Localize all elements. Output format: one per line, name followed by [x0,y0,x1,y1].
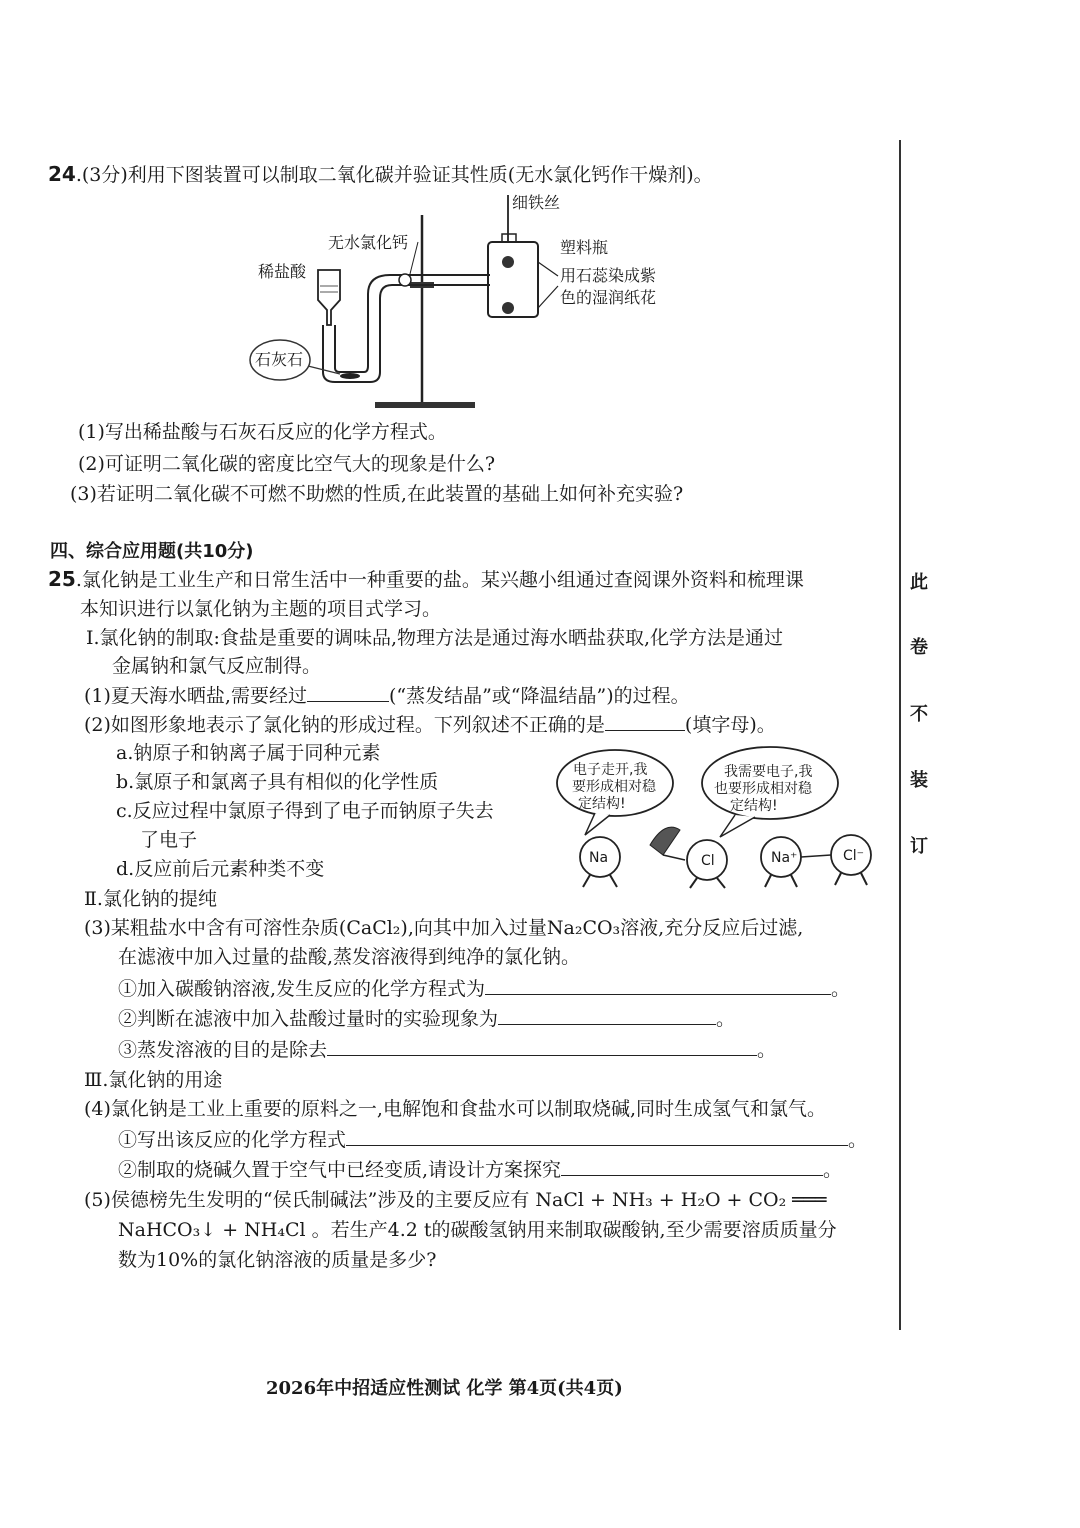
q4-item2-text: ②制取的烧碱久置于空气中已经变质,请设计方案探究 [118,1159,562,1181]
q4-item1-blank[interactable] [346,1127,848,1146]
q3-item2-text: ②判断在滤液中加入盐酸过量时的实验现象为 [118,1008,499,1030]
q25-number: 25 [48,567,76,591]
q24-sub1: (1)写出稀盐酸与石灰石反应的化学方程式。 [78,421,447,443]
q25-q1-tail: (“蒸发结晶”或“降温结晶”)的过程。 [388,685,690,707]
q3-item1-text: ①加入碳酸钠溶液,发生反应的化学方程式为 [118,978,486,1000]
q3-item3-blank[interactable] [327,1037,757,1056]
q25-q5-line3: 数为10%的氯化钠溶液的质量是多少? [118,1249,437,1271]
q3-item3-text: ③蒸发溶液的目的是除去 [118,1039,328,1061]
q4-item2-blank[interactable] [561,1157,823,1176]
q1-answer-blank[interactable] [307,683,389,702]
u-tube-outer [335,275,490,372]
atom-label-cl-ion: Cl⁻ [843,848,865,864]
paper-flower-bottom [502,302,514,314]
side-char-2: 卷 [910,637,928,658]
limestone-pieces [340,373,360,379]
q25-q5-line2: NaHCO₃↓ + NH₄Cl 。若生产4.2 t的碳酸氢钠用来制取碳酸钠,至少需要溶质质量分 [118,1219,837,1241]
label-iron-wire: 细铁丝 [512,193,561,212]
holding-hands [801,855,831,857]
bubble-cl-line2: 也要形成相对稳 [714,781,812,797]
funnel [318,270,340,325]
paper-flower-top [502,256,514,268]
net [650,827,680,855]
period: 。 [831,978,851,1000]
q25-q1 [84,683,690,708]
part1-title-line1: Ⅰ.氯化钠的制取:食盐是重要的调味品,物理方法是通过海水晒盐获取,化学方法是通过 [86,627,784,649]
atom-label-na: Na [589,850,609,866]
option-d: d.反应前后元素种类不变 [116,858,325,880]
option-b: b.氯原子和氯离子具有相似的化学性质 [116,771,439,793]
q3-item1-blank[interactable] [485,976,831,995]
label-hcl: 稀盐酸 [258,262,307,281]
q3-item1 [118,976,850,1001]
label-litmus-2: 色的湿润纸花 [560,288,657,307]
q2-answer-blank[interactable] [605,712,685,731]
q24-sub2: (2)可证明二氧化碳的密度比空气大的现象是什么? [78,453,496,475]
bubble-cl-line3: 定结构! [730,798,778,814]
part1-title-line2: 金属钠和氯气反应制得。 [112,655,322,677]
q24-number: 24 [48,162,76,186]
option-a: a.钠原子和钠离子属于同种元素 [116,742,381,764]
page-footer: 2026年中招适应性测试 化学 第4页(共4页) [266,1378,623,1399]
period: 。 [848,1129,868,1151]
period: 。 [823,1159,843,1181]
q25-stem-line2: 本知识进行以氯化钠为主题的项目式学习。 [80,598,442,620]
q24-stem-text: .(3分)利用下图装置可以制取二氧化碳并验证其性质(无水氯化钙作干燥剂)。 [75,164,713,186]
q24-stem [48,162,713,187]
option-c-line2: 了电子 [140,829,198,851]
q25-stem-line1 [48,567,804,592]
q4-item2 [118,1157,842,1182]
period: 。 [757,1039,777,1061]
side-char-5: 订 [910,836,928,857]
section-4-title: 四、综合应用题(共10分) [50,541,254,562]
q25-q1-text: (1)夏天海水晒盐,需要经过 [84,685,307,707]
q4-item1-text: ①写出该反应的化学方程式 [118,1129,347,1151]
u-tube-inner [323,285,490,382]
label-cacl2: 无水氯化钙 [328,233,409,252]
q3-item2-blank[interactable] [498,1006,716,1025]
side-char-4: 装 [910,770,928,791]
side-char-1: 此 [910,572,928,593]
cacl2-ball [399,274,411,286]
atom-label-cl: Cl [701,853,715,869]
bubble-na-line2: 要形成相对稳 [572,779,656,795]
option-c-line1: c.反应过程中氯原子得到了电子而钠原子失去 [116,800,494,822]
binding-line [899,140,901,1330]
bubble-cl-line1: 我需要电子,我 [724,764,813,780]
q25-q2 [84,712,776,737]
side-char-3: 不 [910,704,928,725]
atom-label-na-ion: Na⁺ [771,850,798,866]
label-litmus-1: 用石蕊染成紫 [560,266,657,285]
q25-q2-tail: (填字母)。 [684,714,776,736]
q25-q3-line1: (3)某粗盐水中含有可溶性杂质(CaCl₂),向其中加入过量Na₂CO₃溶液,充分反应后过滤, [84,917,804,939]
bubble-na-line1: 电子走开,我 [573,762,648,778]
q4-item1 [118,1127,867,1152]
q25-stem-text: .氯化钠是工业生产和日常生活中一种重要的盐。某兴趣小组通过查阅课外资料和梳理课 [75,569,804,591]
label-plastic-bottle: 塑料瓶 [560,238,609,257]
part2-title: Ⅱ.氯化钠的提纯 [84,888,217,910]
period: 。 [716,1008,736,1030]
part3-title: Ⅲ.氯化钠的用途 [84,1069,223,1091]
bubble-na-line3: 定结构! [578,796,626,812]
q3-item3 [118,1037,776,1062]
q25-q2-text: (2)如图形象地表示了氯化钠的形成过程。下列叙述不正确的是 [84,714,605,736]
q25-q3-line2: 在滤液中加入过量的盐酸,蒸发溶液得到纯净的氯化钠。 [118,946,581,968]
q25-q4: (4)氯化钠是工业上重要的原料之一,电解饱和食盐水可以制取烧碱,同时生成氢气和氯气。 [84,1098,826,1120]
stand-base [375,402,475,408]
q24-sub3: (3)若证明二氧化碳不可燃不助燃的性质,在此装置的基础上如何补充实验? [70,483,684,505]
q3-item2 [118,1006,735,1031]
q25-q5-line1: (5)侯德榜先生发明的“侯氏制碱法”涉及的主要反应有 NaCl + NH₃ + H₂O + CO₂ ═══ [84,1189,827,1211]
label-limestone: 石灰石 [255,350,304,369]
